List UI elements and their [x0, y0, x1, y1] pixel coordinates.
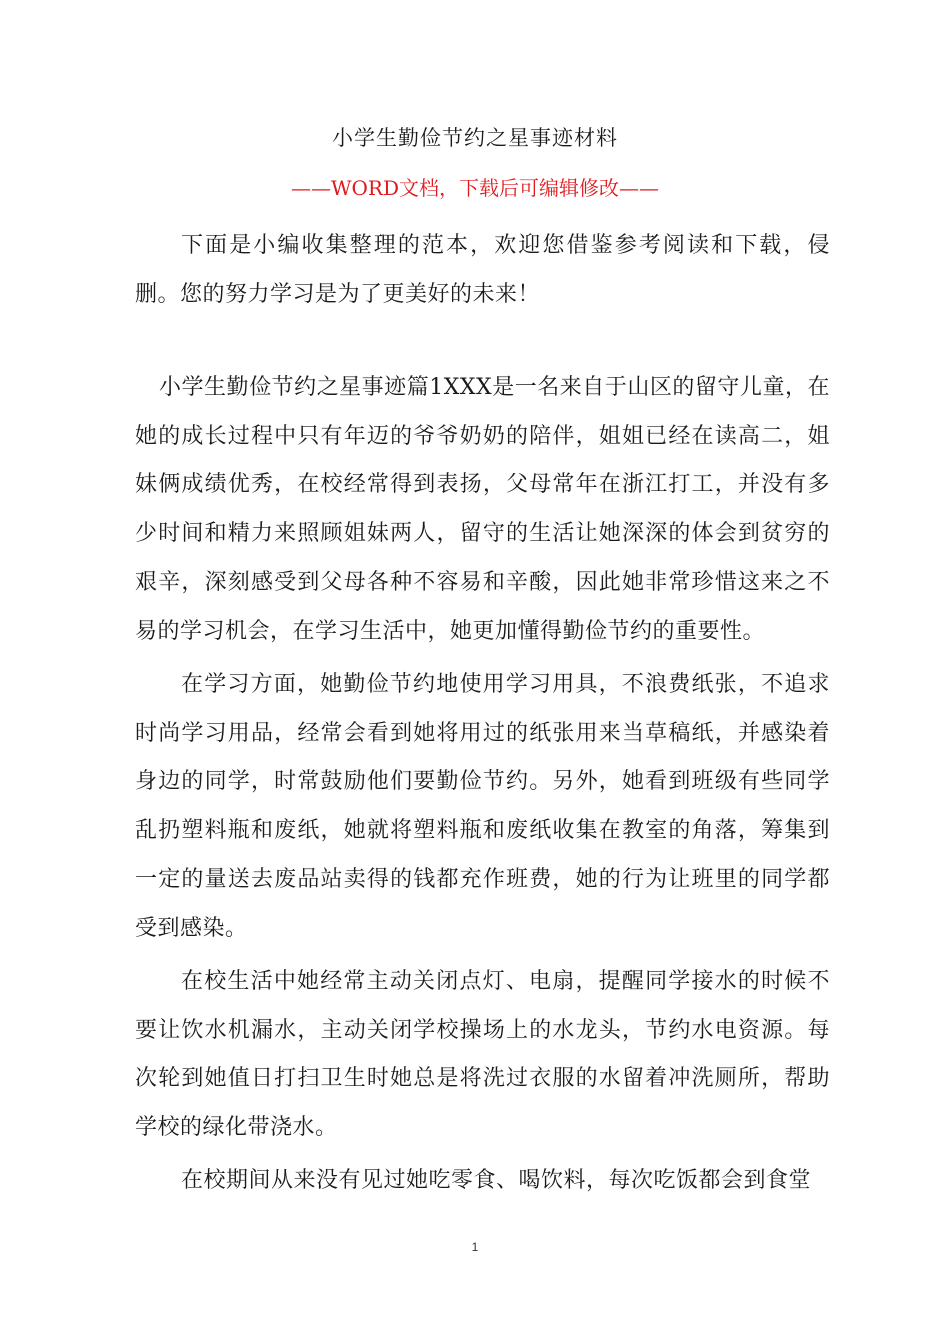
body-paragraph-2: 在学习方面，她勤俭节约地使用学习用具，不浪费纸张，不追求时尚学习用品，经常会看到她将用过的纸张用来当草稿纸，并感染着身边的同学，时常鼓励他们要勤俭节约。另外，她看到班级有些同学乱扔塑料瓶和废纸，她就将塑料瓶和废纸收集在教室的角落，筹集到一定的量送去废品站卖得的钱都充作班费，她的行为让班里的同学都受到感染。	[135, 672, 830, 941]
body-paragraph-3: 在校生活中她经常主动关闭点灯、电扇，提醒同学接水的时候不要让饮水机漏水，主动关闭学校操场上的水龙头，节约水电资源。每次轮到她值日打扫卫生时她总是将洗过衣服的水留着冲洗厕所，帮助学校的绿化带浇水。	[135, 969, 830, 1141]
document-subtitle: ——WORD文档，下载后可编辑修改——	[290, 176, 660, 200]
body-paragraph-1: 小学生勤俭节约之星事迹篇1XXX是一名来自于山区的留守儿童，在她的成长过程中只有年迈的爷爷奶奶的陪伴，姐姐已经在读高二，姐妹俩成绩优秀，在校经常得到表扬，父母常年在浙江打工，并没有多少时间和精力来照顾姐妹两人，留守的生活让她深深的体会到贫穷的艰辛，深刻感受到父母各种不容易和辛酸，因此她非常珍惜这来之不易的学习机会，在学习生活中，她更加懂得勤俭节约的重要性。	[135, 375, 830, 644]
intro-paragraph: 下面是小编收集整理的范本，欢迎您借鉴参考阅读和下载，侵删。您的努力学习是为了更美好的未来！	[135, 233, 830, 307]
page-number: 1	[471, 1240, 479, 1254]
document-title: 小学生勤俭节约之星事迹材料	[332, 126, 618, 150]
body-paragraph-4: 在校期间从来没有见过她吃零食、喝饮料，每次吃饭都会到食堂	[181, 1168, 812, 1193]
